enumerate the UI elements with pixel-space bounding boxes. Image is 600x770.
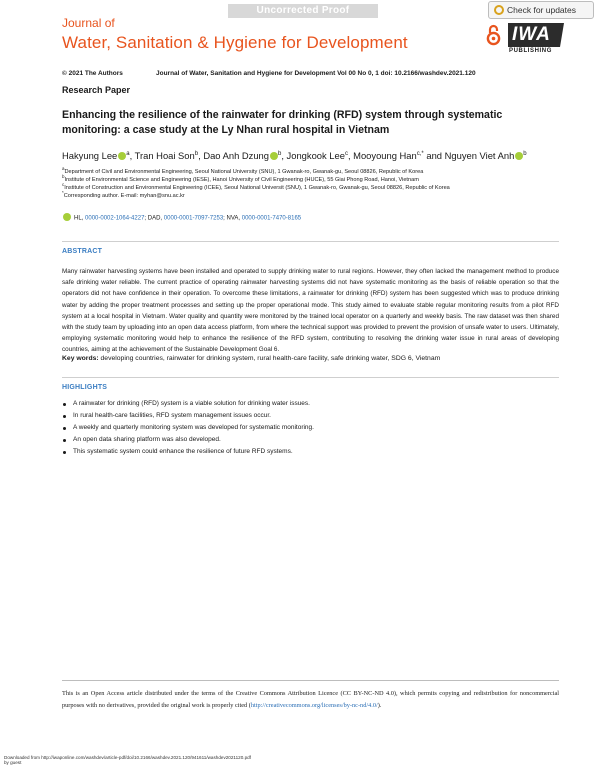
orcid-icon[interactable] xyxy=(515,152,523,160)
open-access-icon xyxy=(486,24,501,46)
orcid-icon[interactable] xyxy=(270,152,278,160)
uncorrected-proof-banner: Uncorrected Proof xyxy=(228,4,378,18)
keywords xyxy=(62,355,559,362)
author: Hakyung Lee $^a$, xyxy=(62,150,135,161)
license-notice: This is an Open Access article distributed under the terms of the Creative Commons Attribution Licence (CC BY-NC-ND 4.0), which permits copying and redistribution for noncommercial purposes with no derivatives, provided the original work is properly cited (http://creativecommons.org/licenses/by-nc-nd/4.0/). xyxy=(62,690,559,709)
highlight-item: An open data sharing platform was also developed. xyxy=(62,434,314,446)
publisher-sub: PUBLISHING xyxy=(509,48,553,54)
article-title: Enhancing the resilience of the rainwater for drinking (RFD) system through systematic monitoring: a case study at the Ly Nhan rural hospital in Vietnam xyxy=(62,109,503,136)
highlight-item: This systematic system could enhance the resilience of future RFD systems. xyxy=(62,446,314,458)
orcid-link[interactable]: 0000-0001-7470-8165 xyxy=(241,215,302,222)
divider xyxy=(62,241,559,242)
orcid-icon[interactable] xyxy=(118,152,126,160)
corresponding-author: *Corresponding author. E-mail: myhan@snu.ac.kr xyxy=(62,190,185,199)
keywords-label: Key words: xyxy=(62,355,99,362)
highlight-item: In rural health-care facilities, RFD system management issues occur. xyxy=(62,410,314,422)
highlights-heading: HIGHLIGHTS xyxy=(62,384,108,391)
author-list xyxy=(62,150,527,161)
author: Tran Hoai Son$^b$, xyxy=(134,150,204,161)
copyright-notice: © 2021 The Authors xyxy=(62,70,123,77)
highlight-item: A weekly and quarterly monitoring system was developed for systematic monitoring. xyxy=(62,422,314,434)
affiliation-c: $^c$Institute of Construction and Environmental Engineering (ICEE), Seoul National Universit (SNU), 1 Gwanak-ro, Gwanak-gu, Seoul 08826, Republic of Korea xyxy=(62,182,450,191)
abstract-text: Many rainwater harvesting systems have been installed and operated to supply drinking water to rural regions. However, they often lacked the management method to produce safe drinking water reliable. The current practice of operating rainwater harvesting systems did not have systematic monitoring as the basis of reliable operation so that the operators did not have confidence in their operation. To overcome these limitations, a rainwater for drinking (RFD) system has been suggested which was to produce drinking water by adding the proper treatment processes and setting up the proper operational mode. This study aimed to evaluate stable regular monitoring results from a pilot RFD system at a local hospital in Vietnam. Water quality and quantity were monitored by the trained local operator on a quarterly and weekly basis. The raw dataset was then shared with the study team by uploading into an open data access platform, from where the technical support was provided to prevent the provision of unsafe water to users. Ultimately, employing systematic monitoring would help to enhance the resilience of the RFD system, contributing to resolving the drinking water issue in rural areas of developing countries, aiming at the achievement of the Sustainable Development Goal 6. xyxy=(62,268,559,354)
author: Nguyen Viet Anh $^b$ xyxy=(444,150,527,161)
article-type: Research Paper xyxy=(62,85,131,95)
check-for-updates-label: Check for updates xyxy=(507,5,576,15)
keywords-text: developing countries, rainwater for drinking system, rural health-care facility, safe drinking water, SDG 6, Vietnam xyxy=(98,355,441,362)
journal-name-line1: Journal of xyxy=(62,16,115,30)
journal-name-line2: Water, Sanitation & Hygiene for Development xyxy=(62,33,408,52)
license-link[interactable]: http://creativecommons.org/licenses/by-nc-nd/4.0/ xyxy=(250,702,378,709)
orcid-list: HL, 0000-0002-1064-4227; DAD, 0000-0001-7097-7253; NVA, 0000-0001-7470-8165 xyxy=(62,214,301,222)
affiliation-a: $^a$Department of Civil and Environmental Engineering, Seoul National University (SNU), 1 Gwanak-ro, Gwanak-gu, Seoul 08826, Republic of Korea xyxy=(62,166,424,175)
orcid-icon xyxy=(63,213,71,221)
highlights-list xyxy=(62,398,314,458)
check-for-updates-button[interactable] xyxy=(488,1,594,19)
author: Jongkook Lee$^c$, xyxy=(286,150,354,161)
abstract-heading: ABSTRACT xyxy=(62,248,103,255)
download-note: Downloaded from http://iwaponline.com/washdev/article-pdf/doi/10.2166/washdev.2021.120/941611/washdev2021120.pdf by guest xyxy=(4,755,251,766)
highlight-item: A rainwater for drinking (RFD) system is a viable solution for drinking water issues. xyxy=(62,398,314,410)
affiliation-b: $^b$Institute of Environmental Science and Engineering (IESE), Hanoi University of Civil Engineering (HUCE), 55 Giai Phong Road, Hanoi, Vietnam xyxy=(62,174,419,183)
author: Dao Anh Dzung $^b$, xyxy=(203,150,287,161)
divider xyxy=(62,377,559,378)
author: Mooyoung Han$^{c,*}$ and xyxy=(353,150,445,161)
publisher-name: IWA xyxy=(512,24,551,45)
orcid-link[interactable]: 0000-0002-1064-4227 xyxy=(85,215,145,222)
orcid-link[interactable]: 0000-0001-7097-7253 xyxy=(163,215,224,222)
refresh-icon xyxy=(494,5,504,15)
footer-divider xyxy=(62,680,559,681)
citation-reference: Journal of Water, Sanitation and Hygiene for Development Vol 00 No 0, 1 doi: 10.2166/washdev.2021.120 xyxy=(156,70,476,77)
